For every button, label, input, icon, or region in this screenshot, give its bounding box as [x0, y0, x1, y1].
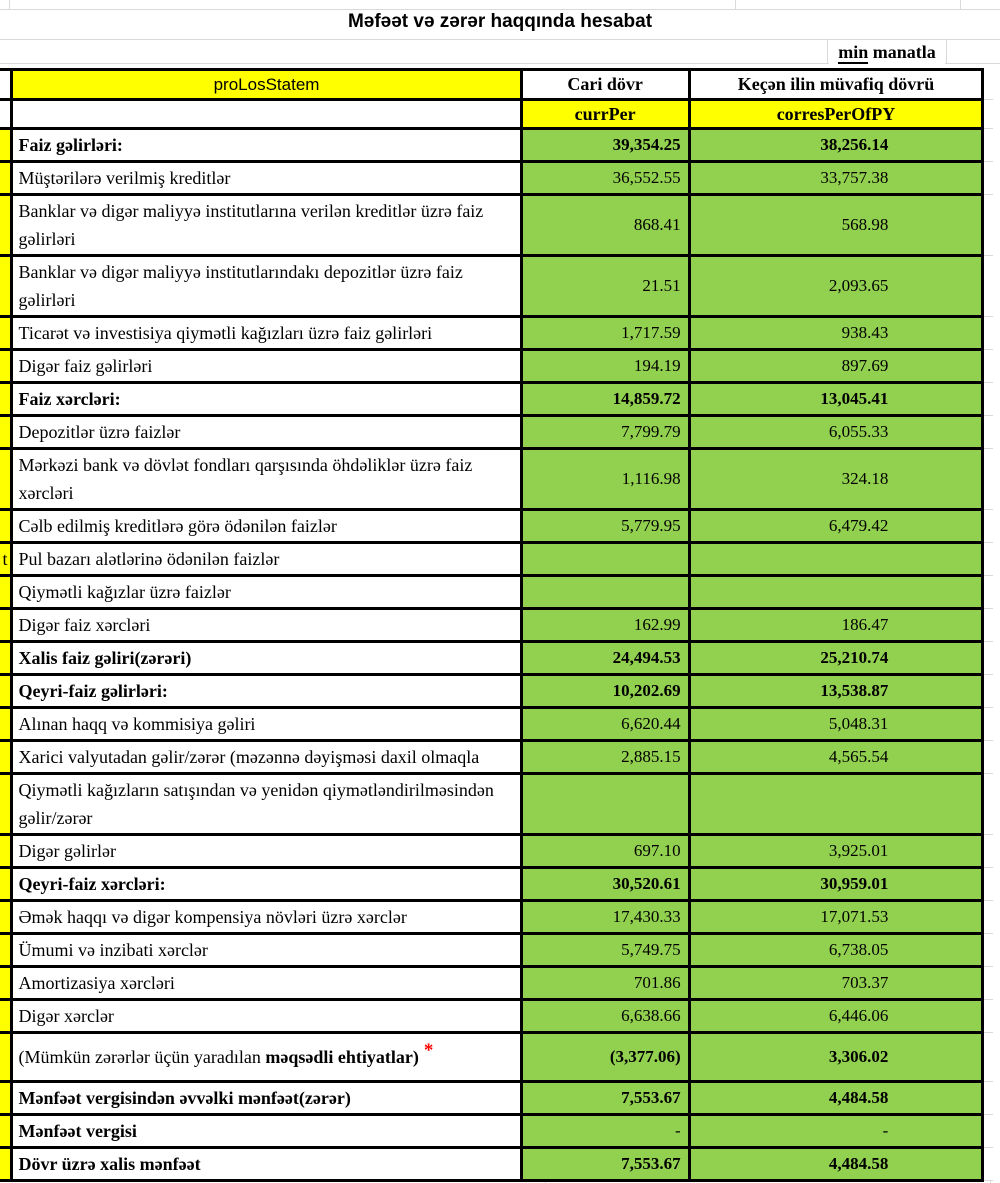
header-left-sliver — [0, 100, 12, 129]
row-label-cell[interactable]: Ticarət və investisiya qiymətli kağızları üzrə faiz gəlirləri — [12, 317, 521, 350]
current-period-value-cell[interactable]: 1,717.59 — [521, 317, 689, 350]
header-item-name-cell[interactable]: proLosStatem — [12, 70, 521, 100]
grid-gutter — [983, 1033, 993, 1082]
grid-gutter — [983, 1000, 993, 1033]
grid-gutter — [983, 1115, 993, 1148]
row-left-sliver — [0, 256, 12, 317]
current-period-value-cell[interactable]: 7,799.79 — [521, 416, 689, 449]
previous-period-value-cell[interactable]: 4,565.54 — [689, 741, 983, 774]
gridline-horizontal — [0, 39, 1000, 40]
grid-gutter — [983, 1148, 993, 1181]
row-left-sliver — [0, 576, 12, 609]
row-label-cell[interactable]: Mərkəzi bank və dövlət fondları qarşısında öhdəliklər üzrə faiz xərcləri — [12, 449, 521, 510]
row-label-cell[interactable]: Digər xərclər — [12, 1000, 521, 1033]
header-left-sliver — [0, 70, 12, 100]
table-row — [0, 317, 993, 350]
label-bold-part: məqsədli ehtiyatlar) — [265, 1046, 419, 1067]
current-period-value-cell[interactable]: 6,620.44 — [521, 708, 689, 741]
table-row — [0, 543, 993, 576]
gridline-vertical — [9, 0, 10, 9]
row-left-sliver — [0, 543, 12, 576]
previous-period-value-cell[interactable]: 568.98 — [689, 195, 983, 256]
current-period-value-cell[interactable]: 1,116.98 — [521, 449, 689, 510]
table-row — [0, 675, 993, 708]
table-row — [0, 901, 993, 934]
table-row — [0, 129, 993, 162]
table-row — [0, 576, 993, 609]
current-period-value-cell[interactable]: 21.51 — [521, 256, 689, 317]
current-period-value-cell[interactable]: 701.86 — [521, 967, 689, 1000]
row-label-cell[interactable]: Faiz xərcləri: — [12, 383, 521, 416]
header-current-period-cell[interactable]: Cari dövr — [521, 70, 689, 100]
current-period-value-cell[interactable]: (3,377.06) — [521, 1033, 689, 1082]
gridline-vertical — [960, 0, 961, 9]
row-label-cell[interactable]: Amortizasiya xərcləri — [12, 967, 521, 1000]
units-rest-word: manatla — [872, 42, 936, 62]
current-period-value-cell[interactable] — [521, 774, 689, 835]
units-underlined-word: min — [838, 42, 869, 62]
previous-period-value-cell[interactable]: 25,210.74 — [689, 642, 983, 675]
report-table-body — [0, 70, 993, 1181]
grid-gutter — [983, 576, 993, 609]
grid-gutter — [983, 317, 993, 350]
row-left-sliver — [0, 195, 12, 256]
row-label-cell[interactable]: Cəlb edilmiş kreditlərə görə ödənilən faizlər — [12, 510, 521, 543]
previous-period-value-cell[interactable]: 5,048.31 — [689, 708, 983, 741]
grid-gutter — [983, 195, 993, 256]
row-left-sliver — [0, 835, 12, 868]
previous-period-value-cell[interactable]: 2,093.65 — [689, 256, 983, 317]
row-left-sliver — [0, 1082, 12, 1115]
table-row — [0, 774, 993, 835]
previous-period-value-cell[interactable]: 3,306.02 — [689, 1033, 983, 1082]
row-left-sliver — [0, 449, 12, 510]
row-left-sliver — [0, 1115, 12, 1148]
table-row — [0, 416, 993, 449]
previous-period-value-cell[interactable]: 6,055.33 — [689, 416, 983, 449]
grid-gutter — [983, 675, 993, 708]
row-label-cell[interactable]: Xalis faiz gəliri(zərəri) — [12, 642, 521, 675]
table-row — [0, 967, 993, 1000]
previous-period-value-cell[interactable]: 4,484.58 — [689, 1082, 983, 1115]
row-left-sliver — [0, 609, 12, 642]
current-period-value-cell[interactable]: 162.99 — [521, 609, 689, 642]
previous-period-value-cell[interactable]: 6,446.06 — [689, 1000, 983, 1033]
row-left-sliver — [0, 774, 12, 835]
subheader-previous-code-cell[interactable]: corresPerOfPY — [689, 100, 983, 129]
row-label-cell[interactable]: Müştərilərə verilmiş kreditlər — [12, 162, 521, 195]
grid-gutter — [983, 934, 993, 967]
row-left-sliver — [0, 741, 12, 774]
label-normal-part: (Mümkün zərərlər üçün yaradılan — [18, 1046, 266, 1067]
table-row — [0, 256, 993, 317]
current-period-value-cell[interactable]: 24,494.53 — [521, 642, 689, 675]
row-label-cell[interactable]: Xarici valyutadan gəlir/zərər (məzənnə dəyişməsi daxil olmaqla — [12, 741, 521, 774]
previous-period-value-cell[interactable] — [689, 543, 983, 576]
grid-gutter — [983, 543, 993, 576]
row-label-cell[interactable]: Ümumi və inzibati xərclər — [12, 934, 521, 967]
row-label-cell[interactable]: Digər gəlirlər — [12, 835, 521, 868]
row-label-cell[interactable]: Banklar və digər maliyyə institutlarına verilən kreditlər üzrə faiz gəlirləri — [12, 195, 521, 256]
current-period-value-cell[interactable]: 194.19 — [521, 350, 689, 383]
previous-period-value-cell[interactable]: 186.47 — [689, 609, 983, 642]
row-left-sliver — [0, 967, 12, 1000]
previous-period-value-cell[interactable]: 897.69 — [689, 350, 983, 383]
table-row — [0, 195, 993, 256]
current-period-value-cell[interactable]: 5,749.75 — [521, 934, 689, 967]
grid-gutter — [983, 100, 993, 129]
grid-gutter — [983, 1082, 993, 1115]
grid-gutter — [983, 256, 993, 317]
current-period-value-cell[interactable] — [521, 543, 689, 576]
row-left-sliver — [0, 1148, 12, 1181]
table-row — [0, 1115, 993, 1148]
table-row — [0, 449, 993, 510]
previous-period-value-cell[interactable]: 6,479.42 — [689, 510, 983, 543]
gridline-vertical — [946, 39, 947, 64]
table-row — [0, 609, 993, 642]
row-label-cell[interactable]: Dövr üzrə xalis mənfəət — [12, 1148, 521, 1181]
grid-gutter — [983, 162, 993, 195]
row-label-cell[interactable]: Faiz gəlirləri: — [12, 129, 521, 162]
grid-gutter — [983, 835, 993, 868]
grid-gutter — [983, 774, 993, 835]
grid-gutter — [983, 967, 993, 1000]
current-period-value-cell[interactable]: 697.10 — [521, 835, 689, 868]
row-left-sliver — [0, 868, 12, 901]
row-left-sliver — [0, 1000, 12, 1033]
table-row — [0, 835, 993, 868]
row-left-sliver — [0, 708, 12, 741]
current-period-value-cell[interactable]: 6,638.66 — [521, 1000, 689, 1033]
previous-period-value-cell[interactable]: 938.43 — [689, 317, 983, 350]
previous-period-value-cell[interactable] — [689, 576, 983, 609]
current-period-value-cell[interactable]: 868.41 — [521, 195, 689, 256]
grid-gutter — [983, 449, 993, 510]
table-row — [0, 868, 993, 901]
row-left-sliver — [0, 350, 12, 383]
current-period-value-cell[interactable]: 17,430.33 — [521, 901, 689, 934]
row-left-sliver — [0, 510, 12, 543]
row-label-cell[interactable]: Mənfəət vergisi — [12, 1115, 521, 1148]
previous-period-value-cell[interactable]: 17,071.53 — [689, 901, 983, 934]
grid-gutter — [983, 708, 993, 741]
row-label-cell[interactable] — [12, 1033, 521, 1082]
row-label-cell[interactable]: Digər faiz gəlirləri — [12, 350, 521, 383]
row-label-cell[interactable]: Banklar və digər maliyyə institutlarındakı depozitlər üzrə faiz gəlirləri — [12, 256, 521, 317]
row-left-sliver — [0, 129, 12, 162]
row-left-sliver — [0, 416, 12, 449]
previous-period-value-cell[interactable]: 30,959.01 — [689, 868, 983, 901]
table-row — [0, 934, 993, 967]
row-label-cell[interactable]: Əmək haqqı və digər kompensiya növləri üzrə xərclər — [12, 901, 521, 934]
previous-period-value-cell[interactable]: 38,256.14 — [689, 129, 983, 162]
table-row — [0, 1148, 993, 1181]
current-period-value-cell[interactable]: 30,520.61 — [521, 868, 689, 901]
units-cell — [829, 41, 945, 64]
footnote-asterisk: * — [423, 1039, 434, 1061]
grid-gutter — [983, 383, 993, 416]
grid-gutter — [983, 741, 993, 774]
gridline-vertical — [735, 0, 736, 9]
table-row — [0, 1082, 993, 1115]
grid-gutter — [983, 868, 993, 901]
current-period-value-cell[interactable]: 7,553.67 — [521, 1148, 689, 1181]
subheader-blank-cell[interactable] — [12, 100, 521, 129]
current-period-value-cell[interactable]: 39,354.25 — [521, 129, 689, 162]
previous-period-value-cell[interactable]: 4,484.58 — [689, 1148, 983, 1181]
current-period-value-cell[interactable]: 10,202.69 — [521, 675, 689, 708]
row-label-cell[interactable]: Pul bazarı alətlərinə ödənilən faizlər — [12, 543, 521, 576]
row-left-sliver — [0, 383, 12, 416]
row-left-sliver — [0, 642, 12, 675]
current-period-value-cell[interactable]: 14,859.72 — [521, 383, 689, 416]
row-left-sliver — [0, 901, 12, 934]
table-row — [0, 708, 993, 741]
previous-period-value-cell[interactable]: 703.37 — [689, 967, 983, 1000]
row-left-sliver — [0, 162, 12, 195]
grid-gutter — [983, 70, 993, 100]
row-label-cell[interactable]: Digər faiz xərcləri — [12, 609, 521, 642]
table-row — [0, 1000, 993, 1033]
row-label-cell[interactable]: Qiymətli kağızların satışından və yenidən qiymətləndirilməsindən gəlir/zərər — [12, 774, 521, 835]
row-label-cell[interactable]: Mənfəət vergisindən əvvəlki mənfəət(zərər) — [12, 1082, 521, 1115]
row-label-cell[interactable]: Depozitlər üzrə faizlər — [12, 416, 521, 449]
previous-period-value-cell[interactable]: 13,538.87 — [689, 675, 983, 708]
header-row — [0, 70, 993, 100]
grid-gutter — [983, 642, 993, 675]
previous-period-value-cell[interactable]: 3,925.01 — [689, 835, 983, 868]
previous-period-value-cell[interactable]: 324.18 — [689, 449, 983, 510]
row-left-sliver — [0, 934, 12, 967]
grid-gutter — [983, 609, 993, 642]
row-label-cell[interactable]: Qiymətli kağızlar üzrə faizlər — [12, 576, 521, 609]
current-period-value-cell[interactable]: 5,779.95 — [521, 510, 689, 543]
gridline-vertical — [827, 39, 828, 64]
grid-gutter — [983, 416, 993, 449]
row-left-sliver — [0, 1033, 12, 1082]
previous-period-value-cell[interactable]: - — [689, 1115, 983, 1148]
table-row — [0, 510, 993, 543]
row-left-sliver — [0, 675, 12, 708]
row-left-sliver — [0, 317, 12, 350]
current-period-value-cell[interactable]: 7,553.67 — [521, 1082, 689, 1115]
current-period-value-cell[interactable] — [521, 576, 689, 609]
table-row — [0, 741, 993, 774]
grid-gutter — [983, 510, 993, 543]
table-row — [0, 383, 993, 416]
table-row — [0, 350, 993, 383]
row-label-cell[interactable]: Qeyri-faiz xərcləri: — [12, 868, 521, 901]
previous-period-value-cell[interactable]: 13,045.41 — [689, 383, 983, 416]
grid-gutter — [983, 350, 993, 383]
current-period-value-cell[interactable]: 2,885.15 — [521, 741, 689, 774]
current-period-value-cell[interactable]: - — [521, 1115, 689, 1148]
row-label-cell[interactable]: Qeyri-faiz gəlirləri: — [12, 675, 521, 708]
gridline-horizontal — [0, 9, 1000, 10]
report-title: Məfəət və zərər haqqında hesabat — [347, 11, 653, 32]
previous-period-value-cell[interactable]: 6,738.05 — [689, 934, 983, 967]
table-row — [0, 642, 993, 675]
grid-gutter — [983, 129, 993, 162]
table-row — [0, 1033, 993, 1082]
table-row — [0, 162, 993, 195]
current-period-value-cell[interactable]: 36,552.55 — [521, 162, 689, 195]
profit-loss-table — [0, 68, 993, 1182]
previous-period-value-cell[interactable] — [689, 774, 983, 835]
subheader-row — [0, 100, 993, 129]
header-previous-period-cell[interactable]: Keçən ilin müvafiq dövrü — [689, 70, 983, 100]
subheader-current-code-cell[interactable]: currPer — [521, 100, 689, 129]
overflow-text-fragment: t — [2, 548, 8, 569]
grid-gutter — [983, 901, 993, 934]
previous-period-value-cell[interactable]: 33,757.38 — [689, 162, 983, 195]
row-label-cell[interactable]: Alınan haqq və kommisiya gəliri — [12, 708, 521, 741]
